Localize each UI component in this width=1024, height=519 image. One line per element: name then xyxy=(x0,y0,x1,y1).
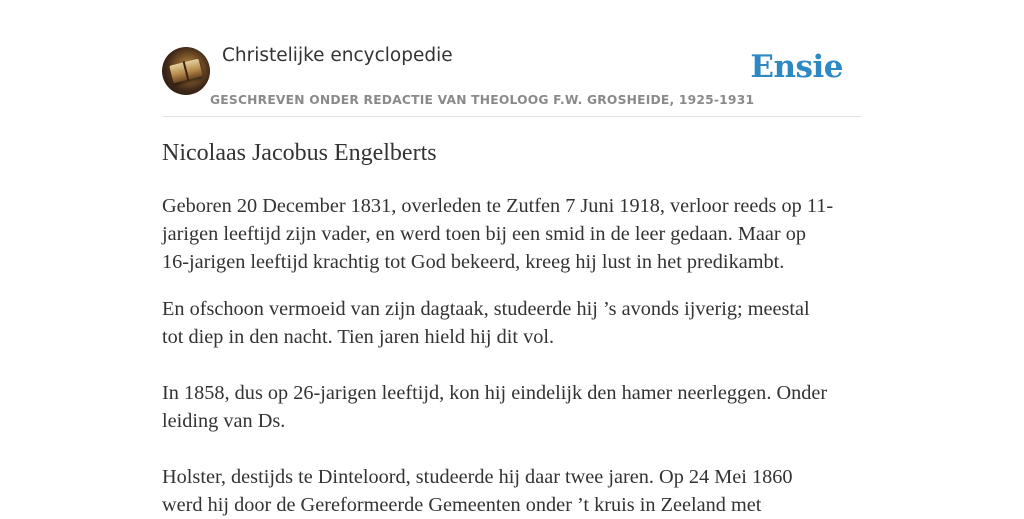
article-line: En ofschoon vermoeid van zijn dagtaak, studeerde hij ’s avonds ijverig; meestal xyxy=(162,298,810,320)
site-logo[interactable] xyxy=(162,47,210,95)
article-line: leiding van Ds. xyxy=(162,410,286,432)
article-line: 16-jarigen leeftijd krachtig tot God bekeerd, kreeg hij lust in het predikambt. xyxy=(162,251,785,273)
brand-logo[interactable]: Ensie xyxy=(750,49,843,85)
site-tagline: GESCHREVEN ONDER REDACTIE VAN THEOLOOG F.W. GROSHEIDE, 1925-1931 xyxy=(210,93,755,107)
article-title: Nicolaas Jacobus Engelberts xyxy=(162,140,437,166)
article-line: Geboren 20 December 1831, overleden te Zutfen 7 Juni 1918, verloor reeds op 11- xyxy=(162,195,834,217)
article-body xyxy=(162,192,862,519)
article-line: Holster, destijds te Dinteloord, studeerde hij daar twee jaren. Op 24 Mei 1860 xyxy=(162,466,793,488)
page-container xyxy=(162,0,862,516)
article-line: jarigen leeftijd zijn vader, en werd toen bij een smid in de leer gedaan. Maar op xyxy=(162,223,806,245)
article-line: tot diep in den nacht. Tien jaren hield hij dit vol. xyxy=(162,326,555,348)
site-header xyxy=(162,0,862,117)
article-line: In 1858, dus op 26-jarigen leeftijd, kon hij eindelijk den hamer neerleggen. Onder xyxy=(162,382,828,404)
site-name[interactable]: Christelijke encyclopedie xyxy=(222,45,453,66)
article-line: werd hij door de Gereformeerde Gemeenten onder ’t kruis in Zeeland met xyxy=(162,494,762,516)
